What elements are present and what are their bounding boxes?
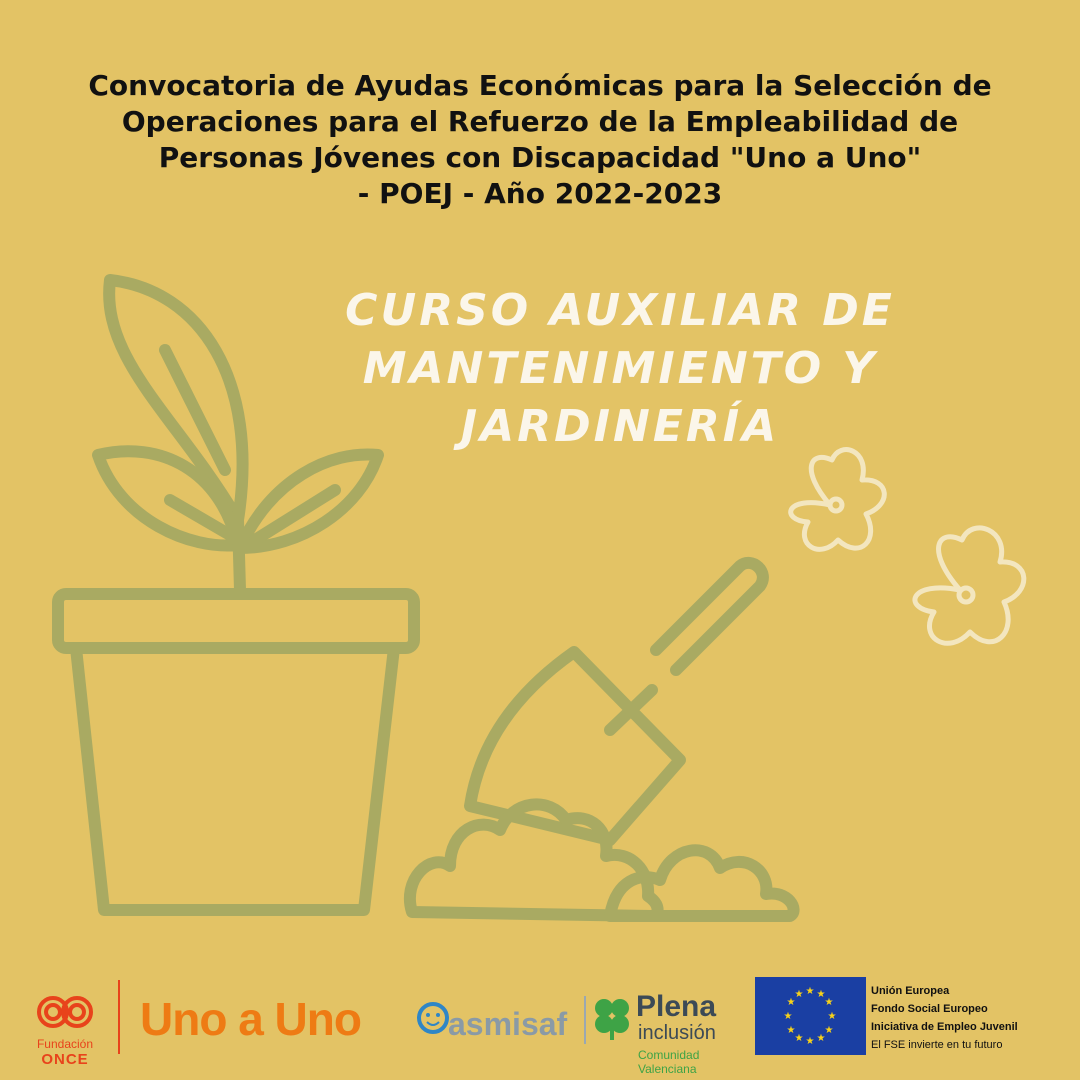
eu-flag-icon: [755, 977, 866, 1055]
flower-icon: [791, 450, 885, 550]
fundacion-once-logo: [20, 980, 110, 1068]
divider: [118, 980, 120, 1054]
announcement-heading: [40, 68, 1040, 212]
eu-stars-icon: [755, 977, 866, 1055]
course-title-line: MANTENIMIENTO Y JARDINERÍA: [362, 343, 878, 452]
svg-text:★: ★: [816, 989, 826, 1000]
svg-text:★: ★: [824, 1025, 834, 1036]
once-label: Fundación: [36, 1037, 94, 1051]
soil-mound-icon: [410, 804, 794, 916]
asmisaf-face-icon: [416, 998, 450, 1038]
svg-text:★: ★: [824, 997, 834, 1008]
divider: [584, 996, 586, 1044]
logo-bar: [0, 960, 1080, 1080]
eu-funding-text: [871, 982, 1018, 1054]
plena-inclusion-logo: Plena: [636, 990, 717, 1023]
eu-line: Unión Europea: [871, 985, 950, 997]
heading-line: Personas Jóvenes con Discapacidad "Uno a Uno": [158, 141, 922, 174]
svg-text:★: ★: [783, 1011, 793, 1022]
eu-line: Iniciativa de Empleo Juvenil: [871, 1021, 1018, 1033]
heading-line: - POEJ - Año 2022-2023: [357, 177, 723, 210]
course-title-line: CURSO AUXILIAR DE: [345, 285, 895, 336]
asmisaf-logo: asmisaf: [448, 1006, 568, 1042]
trowel-icon: [470, 563, 763, 840]
once-rings-icon: [20, 980, 110, 1036]
svg-text:★: ★: [827, 1011, 837, 1022]
course-title: [230, 282, 1010, 456]
svg-text:★: ★: [805, 986, 815, 997]
heading-line: Operaciones para el Refuerzo de la Empleabilidad de: [121, 105, 959, 138]
uno-a-uno-logo: Uno a Uno: [140, 993, 361, 1045]
svg-text:★: ★: [786, 1025, 796, 1036]
plena-inclusion-logo: inclusión: [638, 1022, 716, 1044]
plena-inclusion-subtitle: Comunidad Valenciana: [638, 1048, 700, 1076]
plena-clover-icon: [592, 994, 632, 1042]
svg-text:★: ★: [786, 997, 796, 1008]
eu-line: Fondo Social Europeo: [871, 1003, 988, 1015]
eu-line: El FSE invierte en tu futuro: [871, 1039, 1003, 1051]
svg-text:★: ★: [805, 1036, 815, 1047]
once-label: ONCE: [41, 1051, 89, 1068]
flower-icon: [915, 528, 1024, 643]
svg-text:★: ★: [816, 1033, 826, 1044]
svg-text:★: ★: [794, 989, 804, 1000]
svg-text:★: ★: [794, 1033, 804, 1044]
heading-line: Convocatoria de Ayudas Económicas para la Selección de: [88, 69, 992, 102]
